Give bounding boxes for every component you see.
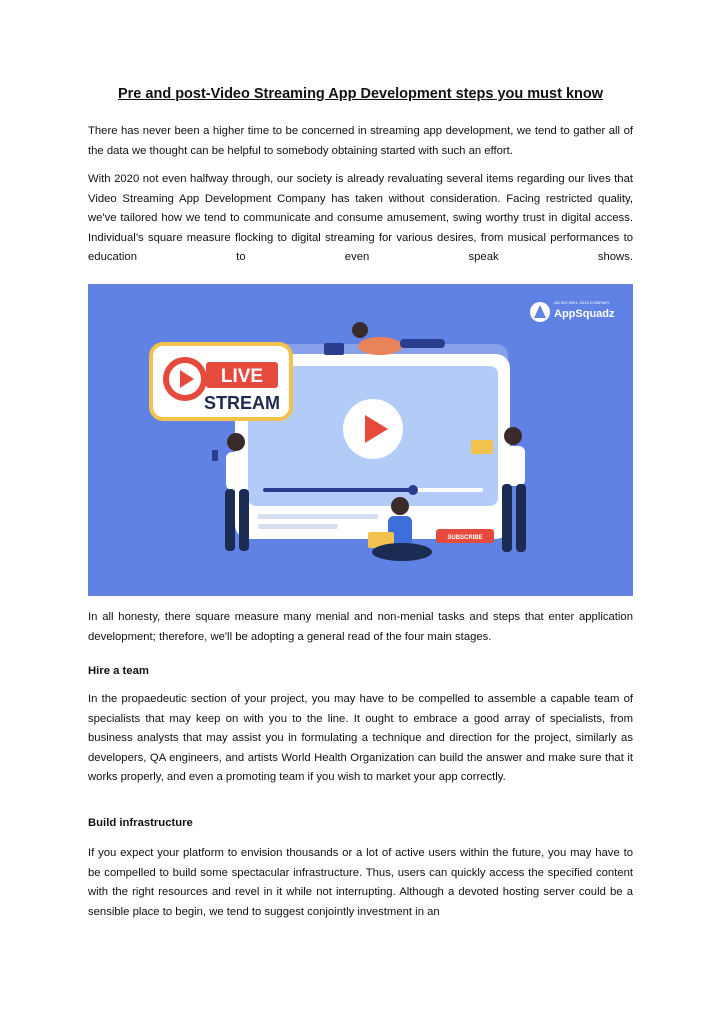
intro-paragraph-2: With 2020 not even halfway through, our society is already revaluating several items regarding our lives that Video Streaming App Development Company has taken without consideration. Facing restricted quality, we've tailored how we tend to communicate and consume amusement, swing worthy trust in digital access. Individual’s square measure flocking to digital streaming for various desires, from musical performances to education to even speak shows.: [88, 173, 633, 264]
article-title: Pre and post-Video Streaming App Development steps you must know: [117, 86, 604, 102]
section-heading-build-infrastructure: Build infrastructure: [88, 817, 193, 829]
after-image-paragraph: In all honesty, there square measure many menial and non-menial tasks and steps that enter application development; therefore, we'll be adopting a general read of the four main stages.: [88, 611, 633, 643]
section-body-hire-team: In the propaedeutic section of your project, you may have to be compelled to assemble a capable team of specialists that may keep on with you to the line. It ought to embrace a good array of specialists, from business analysts that may assist you in formulating a technique and direction for the project, similarly as developers, QA engineers, and artists World Health Organization can build the answer and make sure that it works properly, and even a promoting team if you wish to market your app correctly.: [88, 693, 633, 784]
badge-live-text: LIVE: [220, 366, 264, 387]
brand-name: AppSquadz: [554, 308, 615, 320]
badge-stream-text: STREAM: [204, 393, 280, 413]
section-heading-hire-team: Hire a team: [88, 665, 149, 677]
subscribe-label: SUBSCRIBE: [447, 535, 483, 541]
live-stream-illustration: [88, 284, 633, 596]
brand-tagline: AN ISO 9001: 2015 COMPANY: [554, 300, 610, 305]
intro-paragraph-1: There has never been a higher time to be concerned in streaming app development, we tend to gather all of the data we thought can be helpful to somebody obtaining started with such an effort.: [88, 125, 633, 157]
hero-illustration: [88, 284, 633, 596]
section-body-build-infrastructure: If you expect your platform to envision thousands or a lot of active users within the future, you may have to be compelled to build some spectacular infrastructure. Thus, users can quickly access the specified content with the right resources and revel in it while not interrupting. Although a devoted hosting server could be a sensible place to begin, we tend to suggest conjointly investment in an: [88, 847, 633, 918]
